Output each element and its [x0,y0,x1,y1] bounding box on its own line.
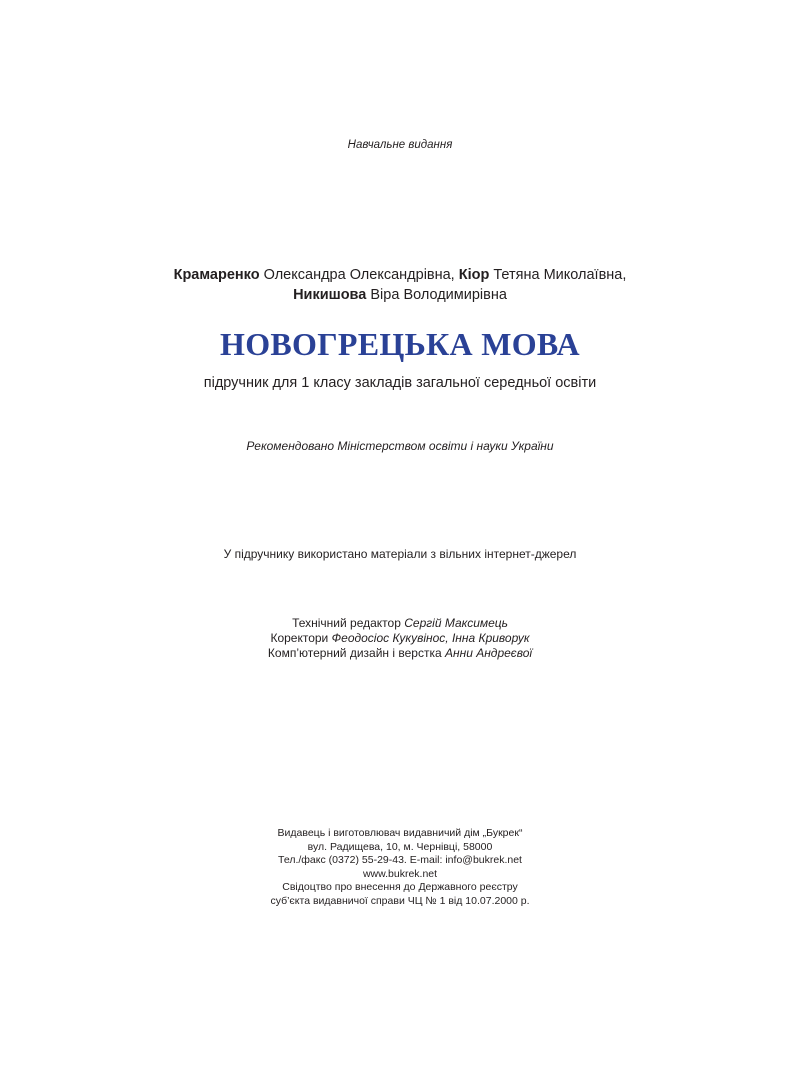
credit-person: Анни Андреєвої [444,646,533,660]
credit-role: Технічний редактор [292,616,401,630]
credit-line [0,646,800,661]
credit-role: Коректори [270,631,329,645]
publisher-line: Тел./факс (0372) 55-29-43. E-mail: info@bukrek.net [278,854,522,866]
recommendation-note: Рекомендовано Міністерством освіти і науки України [246,439,554,453]
author-name: Олександра Олександрівна, [263,267,455,283]
publisher-block [0,827,800,908]
materials-note: У підручнику використано матеріали з вільних інтернет-джерел [223,547,577,561]
credit-line [0,616,800,631]
credit-role: Комп’ютерний дизайн і верстка [267,646,442,660]
publisher-line: суб’єкта видавничої справи ЧЦ № 1 від 10.07.2000 р. [270,894,530,907]
publisher-line: вул. Радищева, 10, м. Чернівці, 58000 [307,840,493,853]
author-surname: Кіор [458,267,490,283]
credit-person: Феодосіос Кукувінос, Інна Криворук [331,631,530,645]
edition-type: Навчальне видання [347,139,453,151]
publisher-line: Видавець і виготовлювач видавничий дім „Букрек“ [277,827,523,839]
author-surname: Никишова [293,287,367,303]
credit-line [0,631,800,646]
publisher-line: Свідоцтво про внесення до Державного реєстру [282,881,518,893]
publisher-line: www.bukrek.net [362,867,438,880]
authors-line-2 [0,287,800,303]
book-title: НОВОГРЕЦЬКА МОВА [220,326,580,362]
author-surname: Крамаренко [173,267,260,283]
credit-person: Сергій Максимець [404,616,508,630]
author-name: Віра Володимирівна [370,287,507,303]
credits-block [0,616,800,661]
book-subtitle: підручник для 1 класу закладів загальної середньої освіти [203,375,597,391]
author-name: Тетяна Миколаївна, [493,267,627,283]
authors-line-1 [0,267,800,283]
